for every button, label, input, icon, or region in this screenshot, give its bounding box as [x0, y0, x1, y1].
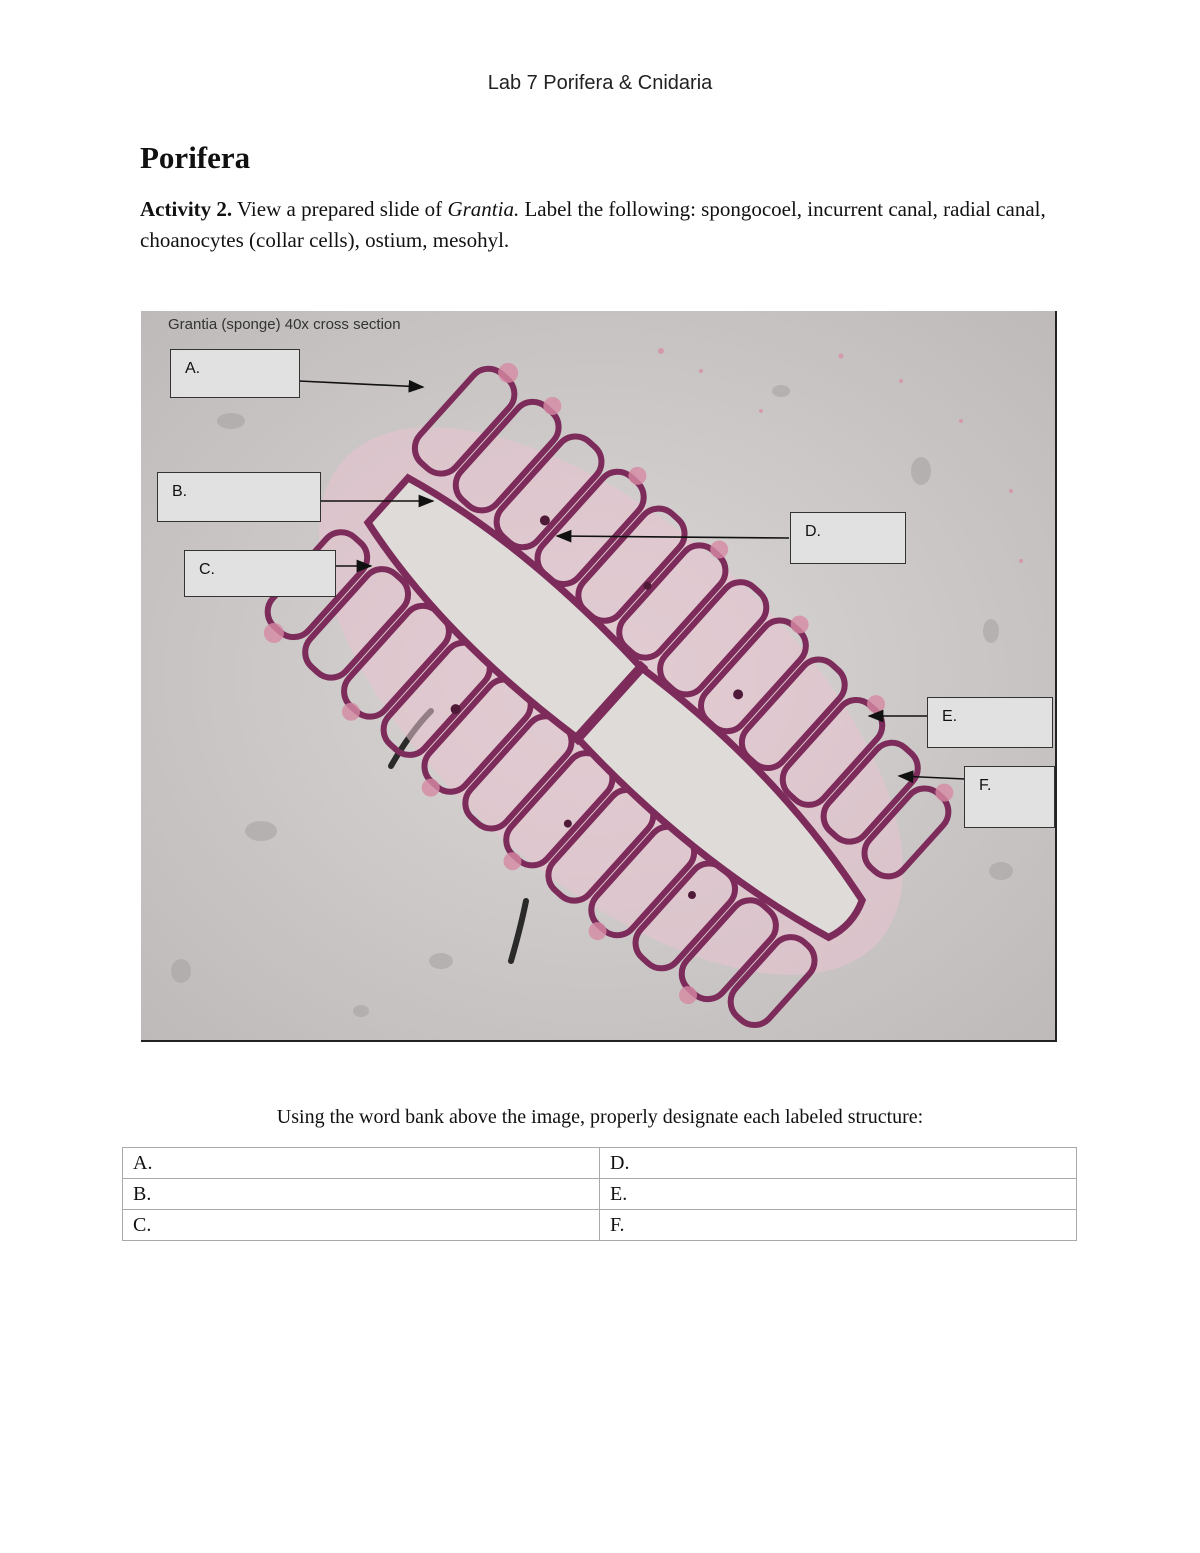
label-a: A.	[185, 360, 201, 377]
activity-text-after: Label the following: spongocoel, incurrent canal, radial canal, choanocytes (collar cells), ostium, mesohyl.	[140, 197, 1046, 252]
answer-cell-d[interactable]: D.	[600, 1148, 1077, 1179]
label-c: C.	[199, 561, 215, 578]
label-box-f[interactable]	[964, 766, 1055, 828]
page-header: Lab 7 Porifera & Cnidaria	[487, 72, 713, 94]
label-b: B.	[172, 483, 188, 500]
activity-instructions	[140, 194, 1060, 256]
label-f: F.	[979, 777, 992, 794]
table-instructions: Using the word bank above the image, properly designate each labeled structure:	[276, 1106, 924, 1128]
table-row	[123, 1148, 1077, 1179]
answer-cell-a[interactable]: A.	[123, 1148, 600, 1179]
answer-cell-f[interactable]: F.	[600, 1210, 1077, 1241]
label-d: D.	[805, 523, 821, 540]
grantia-micrograph	[141, 311, 1057, 1042]
answer-cell-e[interactable]: E.	[600, 1179, 1077, 1210]
organism-name: Grantia.	[447, 197, 520, 221]
grantia-illustration	[141, 311, 1057, 1042]
answer-table	[122, 1147, 1077, 1241]
section-title: Porifera	[140, 140, 251, 175]
label-box-c[interactable]	[184, 550, 336, 597]
label-box-a[interactable]	[170, 349, 300, 398]
answer-cell-b[interactable]: B.	[123, 1179, 600, 1210]
table-row	[123, 1179, 1077, 1210]
activity-label: Activity 2.	[140, 197, 233, 221]
figure-caption: Grantia (sponge) 40x cross section	[168, 316, 401, 333]
answer-cell-c[interactable]: C.	[123, 1210, 600, 1241]
label-e: E.	[942, 708, 958, 725]
table-row	[123, 1210, 1077, 1241]
label-box-e[interactable]	[927, 697, 1053, 748]
activity-text-before: View a prepared slide of	[232, 197, 448, 221]
label-box-d[interactable]	[790, 512, 906, 564]
label-box-b[interactable]	[157, 472, 321, 522]
